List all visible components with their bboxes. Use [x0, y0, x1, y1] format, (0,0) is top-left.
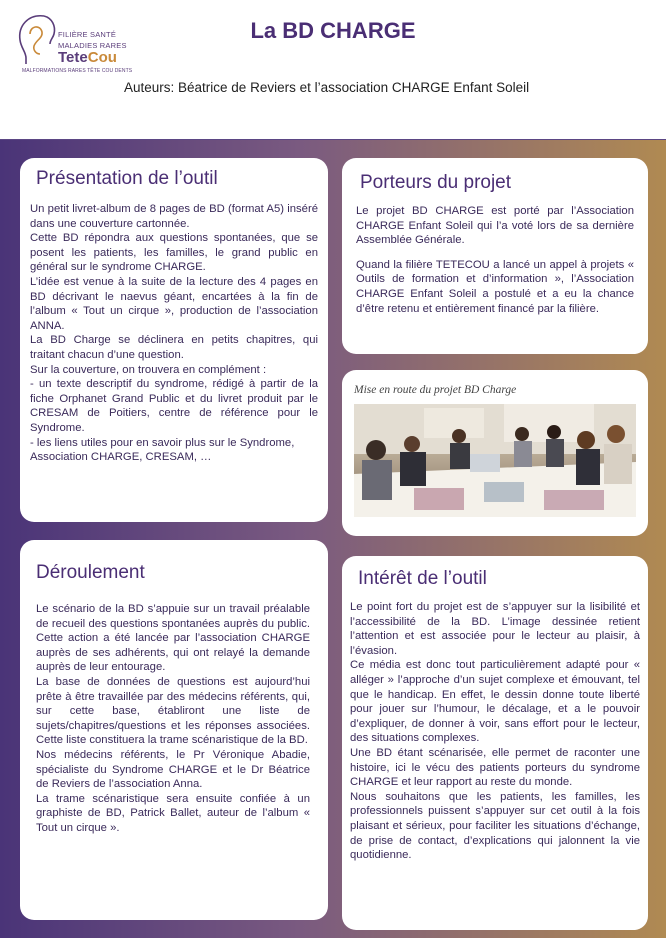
logo-tagline: MALFORMATIONS RARES TÊTE COU DENTS [22, 68, 133, 74]
presentation-paragraph: - les liens utiles pour en savoir plus sur le Syndrome, Association CHARGE, CRESAM, … [30, 436, 295, 464]
deroulement-paragraph: Nos médecins référents, le Pr Véronique Abadie, spécialiste du Syndrome CHARGE et le Dr Béatrice de Reviers de l’association Anna. [36, 748, 310, 791]
logo-brand-a: Tete [58, 49, 88, 66]
presentation-paragraph: - un texte descriptif du syndrome, rédigé à partir de la fiche Orphanet Grand Public et du livret produit par le CRESAM de Poitiers, centre de référence pour le Syndrome. [30, 378, 318, 434]
logo-brand [58, 49, 117, 66]
logo-line-1: FILIÈRE SANTÉ [58, 30, 117, 39]
deroulement-paragraph: Le scénario de la BD s’appuie sur un travail préalable de recueil des questions spontanées auprès du public. Cette action a été lancée par l’association CHARGE auprès de ses adhérents, qui ont relayé la demande auprès de leur entourage. [36, 603, 310, 674]
page-title: La BD CHARGE [250, 18, 416, 43]
logo-line-2: MALADIES RARES [58, 41, 127, 50]
card-presentation [20, 158, 328, 522]
porteurs-paragraph: Quand la filière TETECOU a lancé un appel à projets « Outils de formation et d’information », l’Association CHARGE Enfant Soleil a postulé et a eu la chance d’être retenu et entièrement financé par la filière. [356, 258, 634, 315]
card-porteurs [342, 158, 648, 354]
interet-heading: Intérêt de l’outil [358, 568, 487, 589]
interet-paragraph: Nous souhaitons que les patients, les familles, les professionnels puissent s’appuyer sur cet outil à la fois plaisant et sérieux, pour faciliter les situations d’échange, de prise de contact, d’explications qui jalonnent la vie quotidienne. [350, 790, 640, 862]
authors-line: Auteurs: Béatrice de Reviers et l’association CHARGE Enfant Soleil [124, 80, 530, 95]
interet-paragraph: Une BD étant scénarisée, elle permet de raconter une histoire, ici le vécu des patients porteurs du syndrome CHARGE et leur rapport au reste du monde. [350, 746, 640, 789]
meeting-photo [354, 404, 636, 517]
interet-paragraph: Ce média est donc tout particulièrement adapté pour « alléger » l’approche d’un sujet complexe et émouvant, tel que le handicap. En effet, le dessin donne toute liberté pour jouer sur l’humour, le décalage, et a le pouvoir d’expliquer, de donner à voir, sans effort pour le lecteur, des situations complexes. [350, 659, 640, 745]
presentation-paragraph: La BD Charge se déclinera en petits chapitres, qui traitant chacun d’une question. [30, 334, 318, 361]
presentation-paragraph: Sur la couverture, on trouvera en complément : [30, 363, 267, 376]
deroulement-paragraph: La trame scénaristique sera ensuite confiée à un graphiste de BD, Patrick Ballet, auteur de l’album « Tout un cirque ». [36, 792, 310, 834]
presentation-heading: Présentation de l’outil [36, 168, 218, 189]
interet-paragraph: Le point fort du projet est de s’appuyer sur la lisibilité et l’accessibilité de la BD. L’image dessinée retient l’attention et est associée pour le lecteur au plaisir, à l’évasion. [350, 601, 640, 657]
porteurs-paragraph: Le projet BD CHARGE est porté par l’Association CHARGE Enfant Soleil qui l’a voté lors de sa dernière Assemblée Générale. [356, 205, 634, 247]
presentation-paragraph: Cette BD répondra aux questions spontanées, que se posent les patients, les familles, le grand public en général sur le syndrome CHARGE. [30, 232, 318, 274]
logo-brand-b: Cou [87, 49, 117, 66]
porteurs-heading: Porteurs du projet [360, 172, 512, 193]
deroulement-heading: Déroulement [36, 562, 145, 583]
meeting-photo-image [354, 404, 636, 517]
card-photo [342, 370, 648, 536]
photo-caption: Mise en route du projet BD Charge [354, 384, 517, 396]
page-header [0, 0, 666, 140]
presentation-paragraph: Un petit livret-album de 8 pages de BD (format A5) inséré dans une couverture cartonnée. [30, 203, 318, 230]
deroulement-paragraph: La base de données de questions est aujourd’hui prête à être travaillée par des médecins référents, qui, sur cette base, établiront une liste de sujets/chapitres/questions et les réponses associées. Cette liste constituera la trame scénaristique de la BD. [36, 675, 310, 747]
card-deroulement [20, 540, 328, 920]
presentation-paragraph: L’idée est venue à la suite de la lecture des 4 pages en BD décrivant le naevus géant, encartées à la fin de l’album « Tout un cirque », production de l’association ANNA. [30, 275, 318, 332]
card-interet [342, 556, 648, 930]
